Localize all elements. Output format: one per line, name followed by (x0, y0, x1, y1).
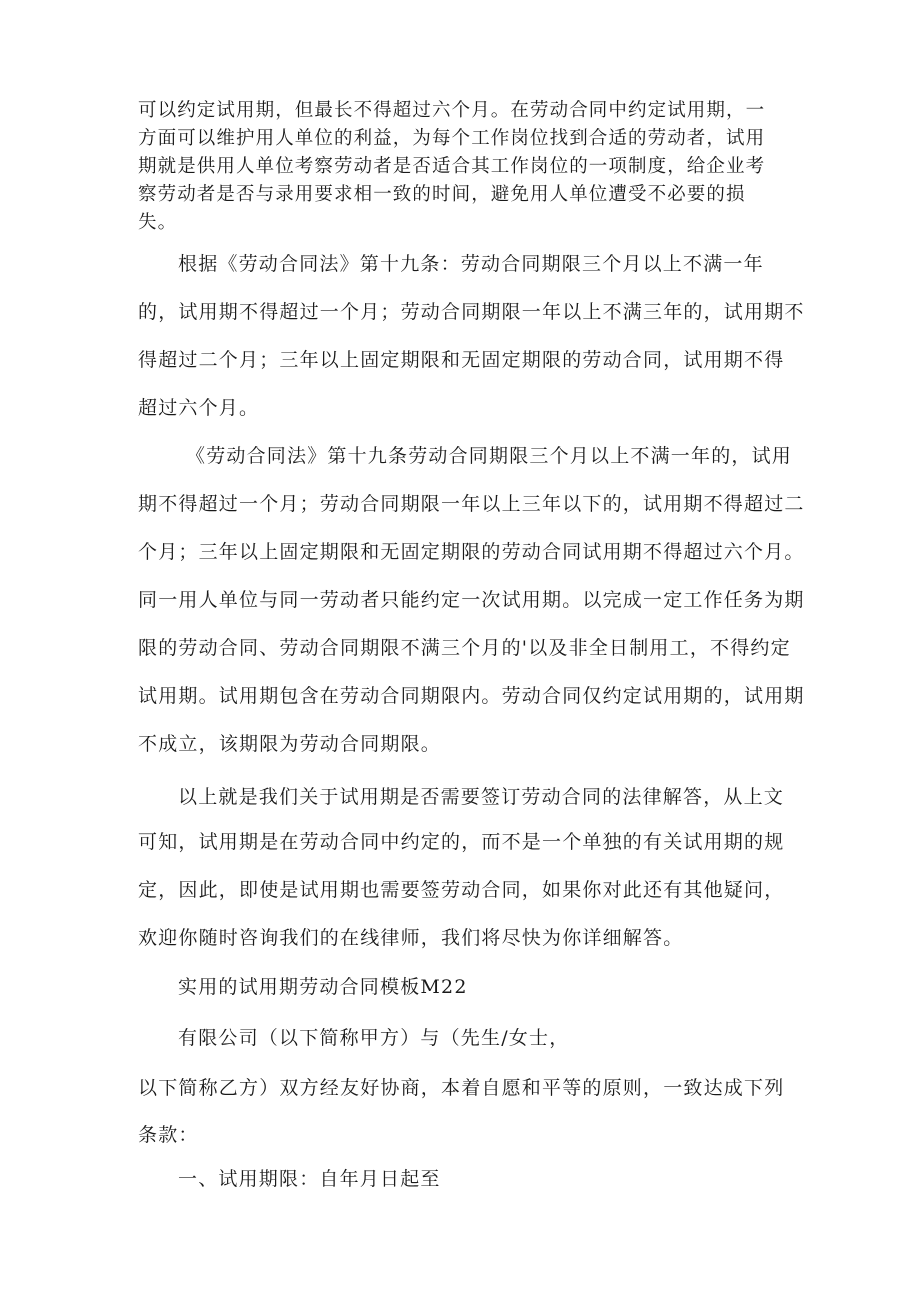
parties-line-2: 以下简称乙方）双方经友好协商，本着自愿和平等的原则，一致达成下列 (138, 1077, 785, 1099)
paragraph-1-line-2: 方面可以维护用人单位的利益，为每个工作岗位找到合适的劳动者，试用 (138, 128, 766, 149)
parties-line-3: 条款： (138, 1124, 199, 1146)
paragraph-4-line-1: 以上就是我们关于试用期是否需要签订劳动合同的法律解答，从上文 (178, 786, 785, 808)
paragraph-1-line-3: 期就是供用人单位考察劳动者是否适合其工作岗位的一项制度，给企业考 (138, 156, 766, 177)
clause-1: 一、试用期限：自年月日起至 (178, 1168, 441, 1190)
paragraph-1-line-5: 失。 (138, 212, 178, 233)
paragraph-2-line-1: 根据《劳动合同法》第十九条：劳动合同期限三个月以上不满一年 (178, 253, 764, 275)
paragraph-3-line-2: 期不得超过一个月；劳动合同期限一年以上三年以下的，试用期不得超过二 (138, 493, 805, 515)
paragraph-3-line-5: 限的劳动合同、劳动合同期限不满三个月的'以及非全日制用工，不得约定 (138, 637, 791, 659)
paragraph-4-line-3: 定，因此，即使是试用期也需要签劳动合同，如果你对此还有其他疑问， (138, 879, 785, 901)
paragraph-3-line-7: 不成立，该期限为劳动合同期限。 (138, 733, 442, 755)
paragraph-3-line-1: 《劳动合同法》第十九条劳动合同期限三个月以上不满一年的，试用 (186, 445, 793, 467)
paragraph-1-line-4: 察劳动者是否与录用要求相一致的时间，避免用人单位遭受不必要的损 (138, 184, 746, 205)
paragraph-1-line-1: 可以约定试用期，但最长不得超过六个月。在劳动合同中约定试用期，一 (138, 100, 766, 121)
paragraph-2-line-3: 得超过二个月；三年以上固定期限和无固定期限的劳动合同，试用期不得 (138, 349, 785, 371)
paragraph-2-line-2: 的，试用期不得超过一个月；劳动合同期限一年以上不满三年的，试用期不 (138, 301, 805, 323)
paragraph-4-line-2: 可知，试用期是在劳动合同中约定的，而不是一个单独的有关试用期的规 (138, 831, 785, 853)
paragraph-3-line-4: 同一用人单位与同一劳动者只能约定一次试用期。以完成一定工作任务为期 (138, 589, 805, 611)
paragraph-2-line-4: 超过六个月。 (138, 397, 260, 419)
parties-line-1: 有限公司（以下简称甲方）与（先生/女士， (178, 1027, 570, 1049)
paragraph-3-line-6: 试用期。试用期包含在劳动合同期限内。劳动合同仅约定试用期的，试用期 (138, 685, 805, 707)
template-title: 实用的试用期劳动合同模板M22 (178, 976, 468, 998)
paragraph-3-line-3: 个月；三年以上固定期限和无固定期限的劳动合同试用期不得超过六个月。 (138, 541, 805, 563)
paragraph-4-line-4: 欢迎你随时咨询我们的在线律师，我们将尽快为你详细解答。 (138, 927, 684, 949)
